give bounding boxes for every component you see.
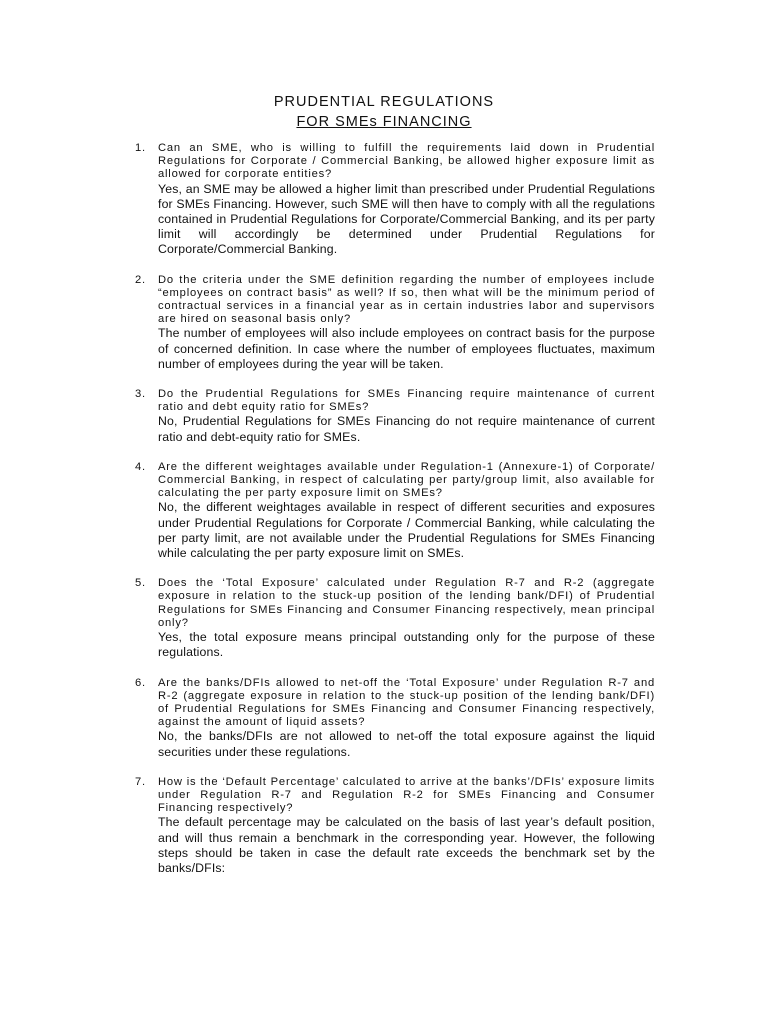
faq-number: 4.	[135, 460, 146, 473]
page-subtitle: FOR SMEs FINANCING	[296, 114, 472, 130]
faq-item-6	[135, 677, 655, 760]
faq-list	[135, 142, 655, 892]
faq-question: Can an SME, who is willing to fulfill the requirements laid down in Prudential Regulations for Corporate / Commercial Banking, be allowed higher exposure limit as allowed for corporate entities?	[158, 142, 655, 181]
page-title: PRUDENTIAL REGULATIONS	[273, 94, 495, 110]
faq-item-2	[135, 274, 655, 372]
faq-question: Does the ‘Total Exposure’ calculated under Regulation R-7 and R-2 (aggregate exposure in relation to the stuck-up position of the lending bank/DFI) of Prudential Regulations for SMEs Financing and Consumer Financing respectively, mean principal only?	[158, 577, 655, 629]
faq-item-5	[135, 577, 655, 660]
faq-answer: The number of employees will also include employees on contract basis for the purpose of concerned definition. In case where the number of employees fluctuates, maximum number of employees during the year will be taken.	[158, 326, 655, 371]
faq-answer: No, the banks/DFIs are not allowed to net-off the total exposure against the liquid securities under these regulations.	[158, 729, 655, 759]
faq-question: Are the banks/DFIs allowed to net-off the ‘Total Exposure’ under Regulation R-7 and R-2 (aggregate exposure in relation to the stuck-up position of the lending bank/DFI) of Prudential Regulations for SMEs Financing and Consumer Financing respectively, against the amount of liquid assets?	[158, 676, 655, 729]
faq-item-7	[135, 776, 655, 876]
faq-question: Do the criteria under the SME definition regarding the number of employees include “employees on contract basis” as well? If so, then what will be the minimum period of contractual services in a financial year as in certain industries labor and supervisors are hired on seasonal basis only?	[158, 273, 655, 326]
title-block	[0, 92, 768, 132]
faq-question: Are the different weightages available under Regulation-1 (Annexure-1) of Corporate/ Commercial Banking, in respect of calculating per party/group limit, also available for calculating the per party exposure limit on SMEs?	[158, 460, 655, 500]
faq-question: Do the Prudential Regulations for SMEs Financing require maintenance of current ratio and debt equity ratio for SMEs?	[158, 388, 655, 414]
faq-item-3	[135, 388, 655, 445]
faq-answer: The default percentage may be calculated on the basis of last year’s default position, and will thus remain a benchmark in the corresponding year. However, the following steps should be taken in case the default rate exceeds the benchmark set by the banks/DFIs:	[158, 815, 655, 875]
faq-number: 6.	[135, 676, 146, 689]
faq-number: 5.	[135, 577, 146, 590]
faq-number: 3.	[135, 388, 146, 401]
faq-number: 7.	[135, 775, 146, 788]
faq-answer: No, the different weightages available in respect of different securities and exposures under Prudential Regulations for Corporate / Commercial Banking, while calculating the per party limit, are not available under the Prudential Regulations for SMEs Financing while calculating the per party exposure limit on SMEs.	[158, 500, 655, 561]
faq-number: 1.	[135, 142, 146, 154]
faq-item-4	[135, 461, 655, 561]
faq-answer: Yes, an SME may be allowed a higher limit than prescribed under Prudential Regulations for SMEs Financing. However, such SME will then have to comply with all the regulations contained in Prudential Regulations for Corporate/Commercial Banking, and its per party limit will accordingly be determined under Prudential Regulations for Corporate/Commercial Banking.	[158, 181, 655, 257]
faq-answer: Yes, the total exposure means principal outstanding only for the purpose of these regulations.	[158, 630, 655, 660]
faq-number: 2.	[135, 273, 146, 286]
faq-question: How is the ‘Default Percentage’ calculated to arrive at the banks’/DFIs’ exposure limits under Regulation R-7 and Regulation R-2 for SMEs Financing and Consumer Financing respectively?	[158, 775, 655, 815]
faq-item-1	[135, 142, 655, 258]
faq-answer: No, Prudential Regulations for SMEs Financing do not require maintenance of current ratio and debt-equity ratio for SMEs.	[158, 414, 655, 444]
